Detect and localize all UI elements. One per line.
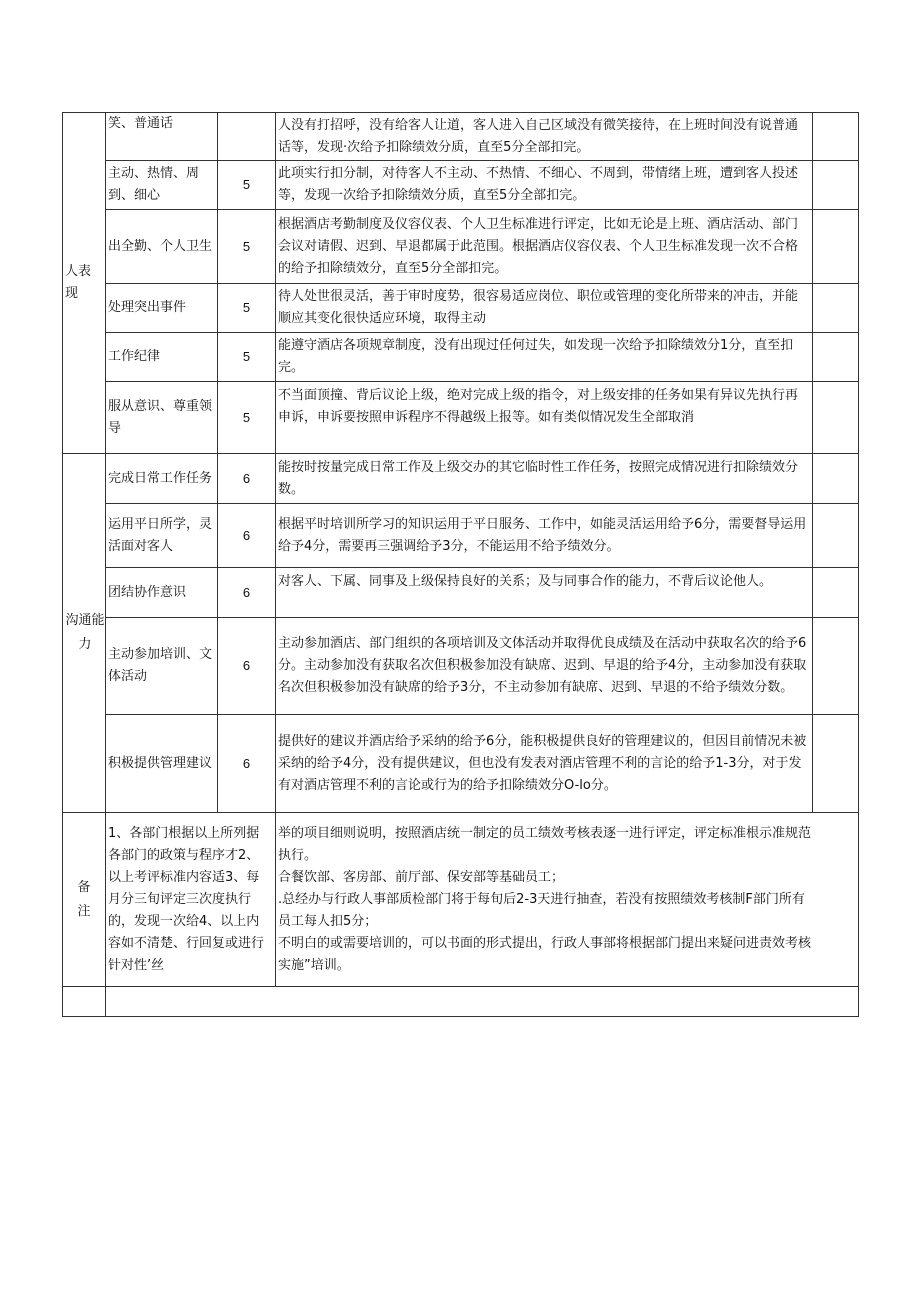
evaluation-table [62, 112, 859, 1017]
score-cell: 6 [218, 618, 276, 715]
table-row [63, 715, 859, 813]
notes-right-line: 不明白的或需要培训的，可以书面的形式提出，行政人事部将根据部门提出来疑问进责效考核 [278, 935, 812, 951]
notes-right-line: 实施”培训。 [278, 957, 350, 973]
notes-left-line: 各部门的政策与程序才2、 [108, 847, 260, 863]
blank-cell [106, 987, 859, 1017]
table-row [63, 210, 859, 284]
description-cell: 主动参加酒店、部门组织的各项培训及文体活动并取得优良成绩及在活动中获取名次的给予6分。主动参加没有获取名次但积极参加没有缺席、迟到、早退的给予4分，主动参加没有获取名次但积极参加没有缺席的给予3分，不主动参加有缺席、迟到、早退的不给予绩效分数。 [276, 618, 813, 715]
category-communication-cell [63, 454, 106, 813]
blank-cell [813, 454, 859, 504]
notes-left-line: 容如不清楚、行回复或进行 [108, 935, 265, 951]
notes-left-line: 的，发现一次给4、以上内 [108, 913, 260, 929]
notes-row [63, 813, 859, 987]
table-row [63, 284, 859, 333]
blank-cell [813, 568, 859, 618]
table-row [63, 161, 859, 210]
notes-left-line: 以上考评标准内容适3、每 [108, 869, 260, 885]
notes-right-line: 合餐饮部、客房部、前厅部、保安部等基础员工； [278, 869, 565, 885]
item-cell: 主动参加培训、文体活动 [106, 618, 218, 715]
score-cell: 6 [218, 568, 276, 618]
notes-right-line: 执行。 [278, 847, 318, 863]
empty-row [63, 987, 859, 1017]
score-cell: 6 [218, 454, 276, 504]
blank-cell [813, 382, 859, 454]
score-cell: 5 [218, 210, 276, 284]
score-cell: 6 [218, 504, 276, 568]
score-cell: 5 [218, 333, 276, 382]
category-personal-label: 人表现 [65, 264, 92, 301]
table-row [63, 113, 859, 161]
description-cell: 此项实行扣分制，对待客人不主动、不热情、不细心、不周到，带情绪上班，遭到客人投述等，发现一次给予扣除绩效分质，直至5分全部扣完。 [276, 161, 813, 210]
blank-cell [813, 161, 859, 210]
description-cell: 能遵守酒店各项规章制度，没有出现过任何过失，如发现一次给予扣除绩效分1分，直至扣完。 [276, 333, 813, 382]
notes-left-cell [106, 813, 276, 987]
item-cell: 处理突出事件 [106, 284, 218, 333]
item-cell: 出全勤、个人卫生 [106, 210, 218, 284]
table-row [63, 454, 859, 504]
category-notes-cell [63, 813, 106, 987]
description-cell: 对客人、下属、同事及上级保持良好的关系；及与同事合作的能力，不背后议论他人。 [276, 568, 813, 618]
table-row [63, 382, 859, 454]
score-cell: 5 [218, 382, 276, 454]
item-cell: 完成日常工作任务 [106, 454, 218, 504]
blank-cell [63, 987, 106, 1017]
item-cell: 主动、热情、周到、细心 [106, 161, 218, 210]
table-row [63, 618, 859, 715]
table-row [63, 333, 859, 382]
notes-right-line: .总经办与行政人事部质检部门将于每旬后2-3天进行抽查，若没有按照绩效考核制F部门所有 [278, 891, 805, 907]
description-cell: 提供好的建议并酒店给予采纳的给予6分，能积极提供良好的管理建议的，但因目前情况未被采纳的给予4分，没有提供建议，但也没有发表对酒店管理不利的言论的给予1-3分，对于发有对酒店管理不利的言论或行为的给予扣除绩效分O-lo分。 [276, 715, 813, 813]
table-row [63, 568, 859, 618]
category-personal-cell [63, 113, 106, 454]
notes-left-line: 1、各部门根据以上所列据 [108, 825, 260, 841]
blank-cell [813, 715, 859, 813]
description-cell: 能按时按量完成日常工作及上级交办的其它临时性工作任务，按照完成情况进行扣除绩效分数。 [276, 454, 813, 504]
description-cell: 待人处世很灵活，善于审时度势，很容易适应岗位、职位或管理的变化所带来的冲击，并能顺应其变化很快适应环境，取得主动 [276, 284, 813, 333]
description-cell: 根据酒店考勤制度及仪容仪表、个人卫生标准进行评定，比如无论是上班、酒店活动、部门会议对请假、迟到、早退都属于此范围。根据酒店仪容仪表、个人卫生标准发现一次不合格的给予扣除绩效分，直至5分全部扣完。 [276, 210, 813, 284]
category-notes-label: 备注 [77, 879, 91, 919]
blank-cell [813, 333, 859, 382]
blank-cell [813, 113, 859, 161]
item-cell: 笑、普通话 [106, 113, 218, 161]
blank-cell [813, 618, 859, 715]
item-cell: 团结协作意识 [106, 568, 218, 618]
item-cell: 工作纪律 [106, 333, 218, 382]
blank-cell [813, 504, 859, 568]
notes-left-line: 月分三旬评定三次度执行 [108, 891, 252, 907]
item-cell: 积极提供管理建议 [106, 715, 218, 813]
item-cell: 服从意识、尊重领导 [106, 382, 218, 454]
score-cell: 5 [218, 161, 276, 210]
blank-cell [813, 284, 859, 333]
description-cell: 根据平时培训所学习的知识运用于平日服务、工作中，如能灵活运用给予6分，需要督导运用给予4分，需要再三强调给予3分，不能运用不给予绩效分。 [276, 504, 813, 568]
description-cell: 人没有打招呼，没有给客人让道，客人进入自己区域没有微笑接待，在上班时间没有说普通话等，发现·次给予扣除绩效分质，直至5分全部扣完。 [276, 113, 813, 161]
description-cell: 不当面顶撞、背后议论上级，绝对完成上级的指令，对上级安排的任务如果有异议先执行再申诉，申诉要按照申诉程序不得越级上报等。如有类似情况发生全部取消 [276, 382, 813, 454]
score-cell: 5 [218, 284, 276, 333]
table-row [63, 504, 859, 568]
blank-cell [813, 210, 859, 284]
notes-right-line: 员工每人扣5分； [278, 913, 378, 929]
score-cell [218, 113, 276, 161]
notes-right-line: 举的项目细则说明，按照酒店统一制定的员工绩效考核表逐一进行评定，评定标准根示准规范 [278, 825, 812, 841]
item-cell: 运用平日所学，灵活面对客人 [106, 504, 218, 568]
score-cell: 6 [218, 715, 276, 813]
category-communication-label: 沟通能力 [65, 613, 105, 652]
notes-right-cell [276, 813, 859, 987]
notes-left-line: 针对性’丝 [108, 957, 165, 973]
